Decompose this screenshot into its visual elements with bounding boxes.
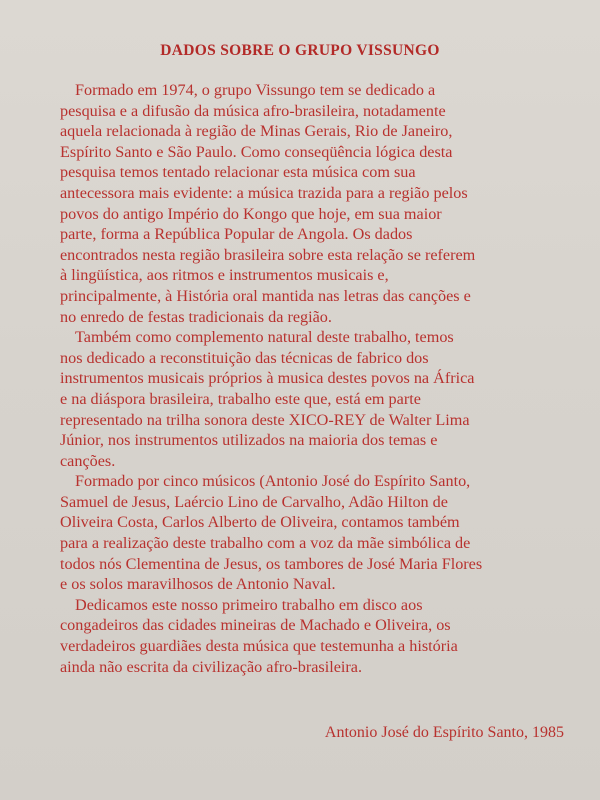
text-line: representado na trilha sonora deste XICO-REY de Walter Lima <box>60 410 470 429</box>
text-line: Samuel de Jesus, Laércio Lino de Carvalho, Adão Hilton de <box>60 492 448 511</box>
text-line: aquela relacionada à região de Minas Gerais, Rio de Janeiro, <box>60 122 453 141</box>
text-line: Oliveira Costa, Carlos Alberto de Oliveira, contamos também <box>60 513 460 532</box>
text-line: para a realização deste trabalho com a voz da mãe simbólica de <box>60 534 471 553</box>
text-line: parte, forma a República Popular de Angola. Os dados <box>60 225 413 244</box>
text-line: todos nós Clementina de Jesus, os tambores de José Maria Flores <box>60 554 483 573</box>
text-line: antecessora mais evidente: a música trazida para a região pelos <box>60 183 468 202</box>
page-title: DADOS SOBRE O GRUPO VISSUNGO <box>160 42 440 59</box>
paragraph <box>60 327 560 471</box>
text-line: congadeiros das cidades mineiras de Machado e Oliveira, os <box>60 616 451 635</box>
paragraph <box>60 595 560 677</box>
text-line: e na diáspora brasileira, trabalho este que, está em parte <box>60 389 421 408</box>
text-line: e os solos maravilhosos de Antonio Naval. <box>60 575 336 594</box>
text-line: instrumentos musicais próprios à musica destes povos na África <box>60 369 475 388</box>
text-line: pesquisa temos tentado relacionar esta música com sua <box>60 163 416 182</box>
liner-notes-body <box>60 80 560 677</box>
text-line: pesquisa e a difusão da música afro-brasileira, notadamente <box>60 101 446 120</box>
text-line: Formado em 1974, o grupo Vissungo tem se dedicado a <box>75 81 436 99</box>
text-line: Formado por cinco músicos (Antonio José do Espírito Santo, <box>75 472 471 491</box>
text-line: ainda não escrita da civilização afro-brasileira. <box>60 657 362 676</box>
text-line: à lingüística, aos ritmos e instrumentos musicais e, <box>60 266 389 285</box>
text-line: canções. <box>60 451 116 470</box>
text-line: encontrados nesta região brasileira sobre esta relação se referem <box>60 245 476 264</box>
text-line: verdadeiros guardiães desta música que testemunha a história <box>60 637 458 656</box>
text-line: no enredo de festas tradicionais da região. <box>60 307 332 326</box>
text-line: povos do antigo Império do Kongo que hoje, em sua maior <box>60 204 442 223</box>
text-line: Júnior, nos instrumentos utilizados na maioria dos temas e <box>60 431 438 450</box>
text-line: principalmente, à História oral mantida nas letras das canções e <box>60 286 471 305</box>
text-line: Também como complemento natural deste trabalho, temos <box>75 328 454 347</box>
text-line: Espírito Santo e São Paulo. Como conseqüência lógica desta <box>60 142 453 161</box>
signature: Antonio José do Espírito Santo, 1985 <box>324 724 564 741</box>
text-line: Dedicamos este nosso primeiro trabalho em disco aos <box>75 595 423 614</box>
text-line: nos dedicado a reconstituição das técnicas de fabrico dos <box>60 348 429 367</box>
paragraph <box>60 80 560 327</box>
paragraph <box>60 471 560 595</box>
